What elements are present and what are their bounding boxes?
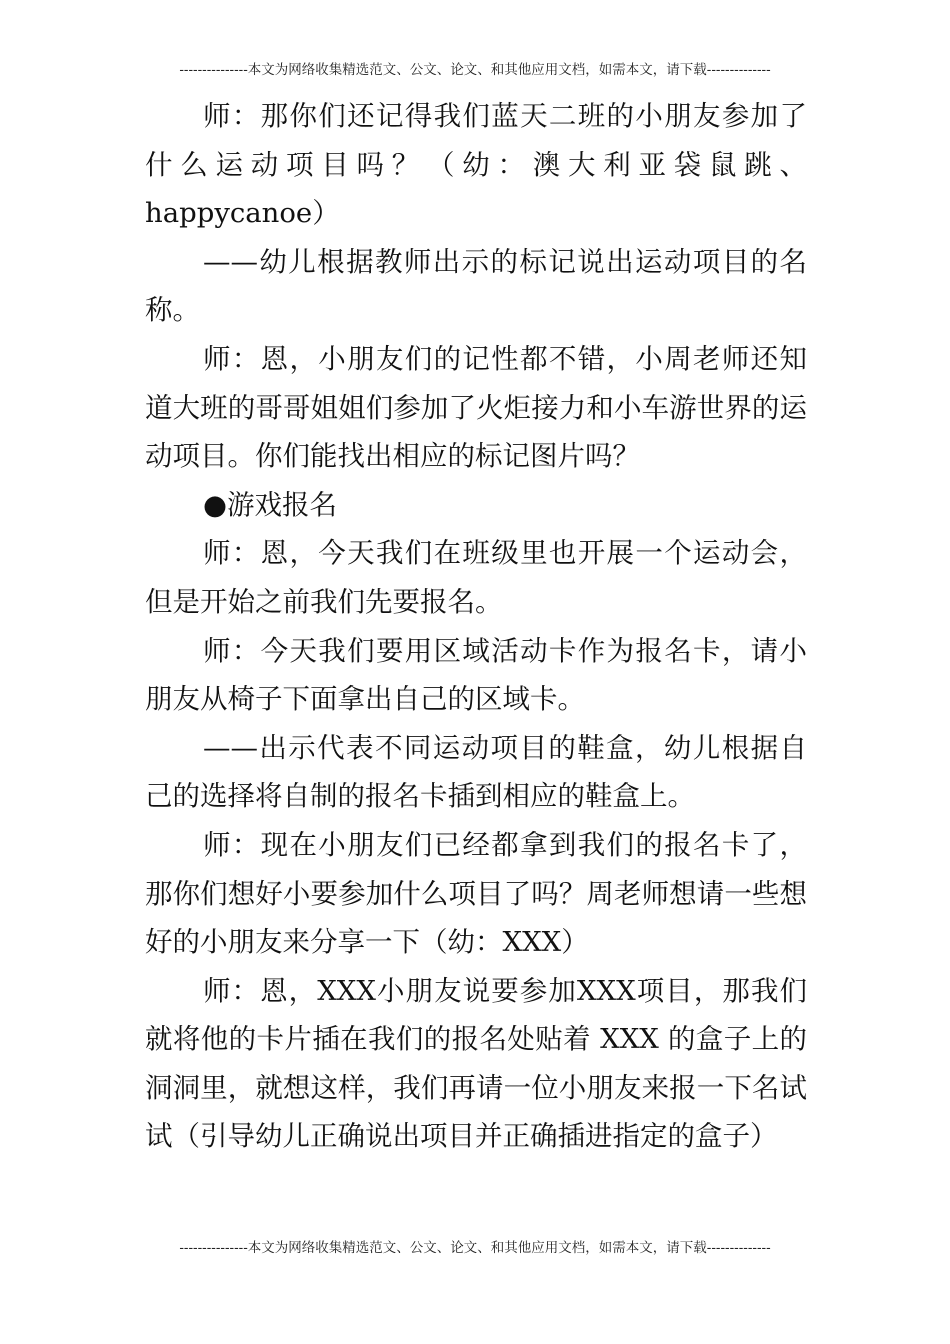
paragraph-8: 师：现在小朋友们已经都拿到我们的报名卡了，那你们想好小要参加什么项目了吗？周老师想请一些想好的小朋友来分享一下（幼：XXX） [145,828,807,959]
paragraph-5: 师：恩，今天我们在班级里也开展一个运动会，但是开始之前我们先要报名。 [145,537,807,618]
paragraph-3: 师：恩，小朋友们的记性都不错，小周老师还知道大班的哥哥姐姐们参加了火炬接力和小车游世界的运动项目。你们能找出相应的标记图片吗？ [145,342,807,473]
paragraph-7: ——出示代表不同运动项目的鞋盒，幼儿根据自己的选择将自制的报名卡插到相应的鞋盒上。 [145,731,807,813]
page-footer: ---------------本文为网络收集精选范文、公文、论文、和其他应用文档，如需本文，请下载-------------- [179,1240,771,1256]
document-body [145,92,807,1161]
paragraph-1: 师：那你们还记得我们蓝天二班的小朋友参加了什么运动项目吗？（幼：澳大利亚袋鼠跳、happycanoe） [145,100,807,230]
paragraph-9: 师：恩，XXX小朋友说要参加XXX项目，那我们就将他的卡片插在我们的报名处贴着 XXX 的盒子上的洞洞里，就想这样，我们再请一位小朋友来报一下名试试（引导幼儿正确说出项目并正确插进指定的盒子） [145,974,807,1153]
paragraph-6: 师：今天我们要用区域活动卡作为报名卡，请小朋友从椅子下面拿出自己的区域卡。 [145,634,807,716]
paragraph-2: ——幼儿根据教师出示的标记说出运动项目的名称。 [145,245,807,327]
page-header: ---------------本文为网络收集精选范文、公文、论文、和其他应用文档，如需本文，请下载-------------- [179,62,771,78]
section-heading: ●游戏报名 [203,488,337,521]
